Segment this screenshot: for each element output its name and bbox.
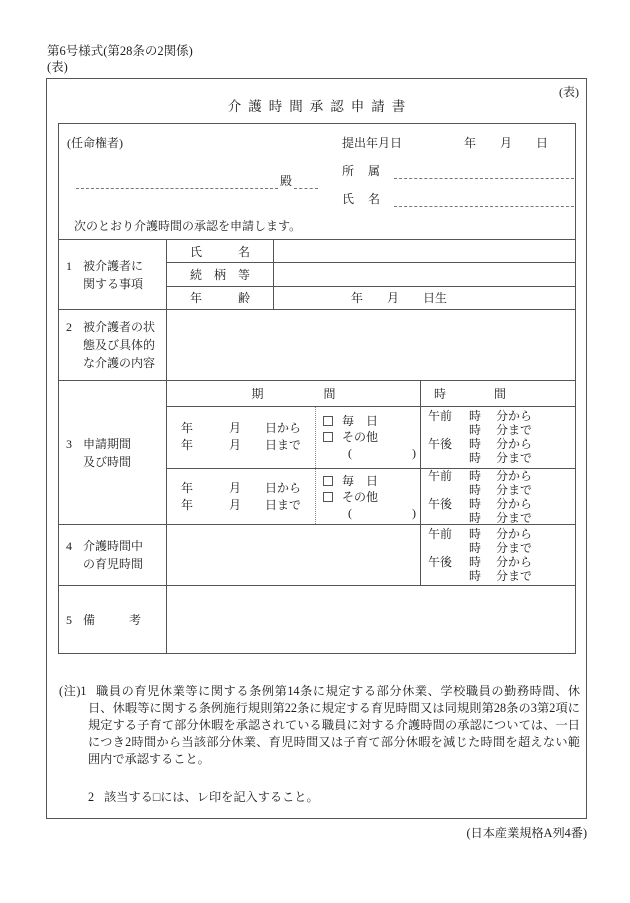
hour-unit: 時 xyxy=(469,437,482,452)
ampm-spacer xyxy=(428,483,469,497)
row1-number: 1 xyxy=(66,258,72,273)
pm-label: 午後 xyxy=(428,555,453,569)
ampm-spacer xyxy=(428,451,469,465)
ampm-spacer xyxy=(428,541,469,555)
minute-to-unit: 分まで xyxy=(496,510,533,525)
hour-unit: 時 xyxy=(469,482,482,497)
name-label: 氏名 xyxy=(342,192,380,206)
am-label: 午前 xyxy=(428,527,453,541)
paper-size-note: (日本産業規格A列4番) xyxy=(466,826,587,840)
pm-label: 午後 xyxy=(428,437,453,452)
minute-from-unit: 分から xyxy=(496,555,533,569)
period2-frequency-cell xyxy=(315,469,420,524)
hour-unit: 時 xyxy=(469,423,482,438)
row4-label-line1: 介護時間中 xyxy=(83,539,144,553)
notes-section xyxy=(59,683,580,806)
period-header-cell xyxy=(167,381,420,406)
addressee-suffix-label: 殿 xyxy=(280,174,293,188)
minute-from-unit: 分から xyxy=(496,409,533,424)
period-block-2 xyxy=(167,468,575,524)
period2-everyday-label: 毎 日 xyxy=(342,473,379,488)
period-time-header xyxy=(167,381,575,406)
addressee-fill-line[interactable] xyxy=(76,174,278,189)
time-line xyxy=(421,437,575,451)
age-label-cell xyxy=(167,287,274,309)
period1-other-option xyxy=(323,429,420,445)
row2-label-line3: な介護の内容 xyxy=(83,356,156,370)
period2-other-label: その他 xyxy=(342,489,379,504)
row2-label xyxy=(83,318,155,372)
am-label: 午前 xyxy=(428,409,453,424)
ampm-spacer xyxy=(428,569,469,583)
row5-label xyxy=(83,611,141,629)
time-line xyxy=(421,409,575,423)
form-outer-box xyxy=(46,78,587,819)
submitter-block xyxy=(342,136,574,207)
ampm-spacer xyxy=(428,511,469,525)
period1-time-field[interactable] xyxy=(420,407,575,468)
row5-number: 5 xyxy=(66,612,72,627)
period-block-1 xyxy=(167,406,575,468)
row2-number: 2 xyxy=(66,320,72,334)
row1-label-line2: 関する事項 xyxy=(83,276,144,291)
period1-date-from: 年 月 日から xyxy=(180,421,301,436)
hour-unit: 時 xyxy=(469,451,482,466)
relationship-label: 続柄等 xyxy=(190,267,250,282)
note-1 xyxy=(59,683,580,768)
period1-other-checkbox[interactable] xyxy=(323,432,333,442)
row5-label-cell xyxy=(59,586,167,653)
minute-to-unit: 分まで xyxy=(496,482,533,497)
period1-everyday-option xyxy=(323,413,420,429)
cared-name-label-cell xyxy=(167,240,274,262)
hour-unit: 時 xyxy=(469,541,482,555)
minute-to-unit: 分まで xyxy=(496,451,533,466)
period2-other-option xyxy=(323,489,420,505)
time-line xyxy=(421,483,575,497)
minute-to-unit: 分まで xyxy=(496,423,533,438)
period1-everyday-checkbox[interactable] xyxy=(323,416,333,426)
time-line xyxy=(421,451,575,465)
affiliation-row xyxy=(342,164,574,179)
row2-label-line1: 被介護者の状 xyxy=(83,320,156,334)
hour-unit: 時 xyxy=(469,555,482,569)
relationship-row xyxy=(167,262,575,285)
row4-label xyxy=(83,537,143,573)
period1-date-to: 年 月 日まで xyxy=(180,438,301,453)
cared-name-label: 氏名 xyxy=(190,244,250,259)
period2-time-field[interactable] xyxy=(420,469,575,524)
cared-name-row xyxy=(167,240,575,262)
affiliation-fill-line[interactable] xyxy=(394,166,574,179)
form-title: 介護時間承認申請書 xyxy=(227,99,413,114)
time-line xyxy=(421,423,575,437)
time-line xyxy=(421,497,575,511)
age-label: 年齢 xyxy=(190,291,250,306)
note-2-text: 該当する□には、レ印を記入すること。 xyxy=(104,790,319,804)
remarks-field[interactable] xyxy=(167,586,575,653)
period1-date-field[interactable] xyxy=(167,407,315,468)
hour-unit: 時 xyxy=(469,468,482,483)
cared-name-field[interactable] xyxy=(274,240,575,262)
hour-unit: 時 xyxy=(469,409,482,424)
period1-frequency-cell xyxy=(315,407,420,468)
hour-unit: 時 xyxy=(469,569,482,583)
form-number: 第6号様式(第28条の2関係) xyxy=(47,44,193,58)
care-condition-field[interactable] xyxy=(167,310,575,380)
hour-unit: 時 xyxy=(469,496,482,511)
name-fill-line[interactable] xyxy=(394,194,574,207)
row3-label xyxy=(83,435,131,471)
pm-label: 午後 xyxy=(428,496,453,511)
note-2 xyxy=(59,789,580,806)
period2-everyday-option xyxy=(323,473,420,489)
period-time-grid xyxy=(167,381,575,524)
childcare-middle-field[interactable] xyxy=(167,525,420,585)
row1-label xyxy=(83,257,143,293)
time-line xyxy=(421,541,575,555)
hour-unit: 時 xyxy=(469,527,482,541)
row1-label-line1: 被介護者に xyxy=(83,258,144,273)
period-header-label: 期間 xyxy=(251,386,336,401)
application-table xyxy=(58,123,576,654)
age-row xyxy=(167,286,575,309)
submission-date-label: 提出年月日 xyxy=(342,136,403,150)
row2-label-cell xyxy=(59,310,167,380)
minute-to-unit: 分まで xyxy=(496,541,533,555)
row2-label-line2: 態及び具体的 xyxy=(83,338,156,352)
submission-date-row xyxy=(342,136,574,151)
relationship-field[interactable] xyxy=(274,263,575,285)
period2-date-field[interactable] xyxy=(167,469,315,524)
row1-subrows xyxy=(167,240,575,309)
period2-other-detail-field[interactable]: ( ) xyxy=(348,505,416,520)
time-line xyxy=(421,511,575,525)
affiliation-label: 所属 xyxy=(342,164,380,178)
period2-everyday-checkbox[interactable] xyxy=(323,476,333,486)
submission-date-units[interactable]: 年 月 日 xyxy=(464,136,549,150)
note-1-label: (注)1 xyxy=(59,684,87,698)
row-cared-person xyxy=(59,239,575,309)
minute-from-unit: 分から xyxy=(496,496,533,511)
am-label: 午前 xyxy=(428,468,453,483)
row1-label-cell xyxy=(59,240,167,309)
time-line xyxy=(421,469,575,483)
birthdate-field[interactable]: 年 月 日生 xyxy=(351,291,448,306)
time-line xyxy=(421,569,575,583)
declaration-text: 次のとおり介護時間の承認を申請します。 xyxy=(74,219,302,233)
childcare-time-field[interactable] xyxy=(420,525,575,585)
period1-everyday-label: 毎 日 xyxy=(342,414,379,429)
row-care-condition xyxy=(59,309,575,380)
note-1-text: 職員の育児休業等に関する条例第14条に規定する部分休業、学校職員の勤務時間、休日、休暇等に関する条例施行規則第22条に規定する育児時間又は同規則第28条の3第2項に規定する子育て部分休暇を承認されている職員に対する介護時間の承認については、一日につき2時間から当該部分休業、育児時間又は子育て部分休暇を減じた時間を超えない範囲内で承認すること。 xyxy=(88,684,581,766)
remarks-label: 備考 xyxy=(83,612,141,627)
appointer-label: (任命権者) xyxy=(67,136,123,150)
period1-other-label: その他 xyxy=(342,430,379,445)
row-application-period xyxy=(59,380,575,524)
period2-date-from: 年 月 日から xyxy=(180,480,301,495)
addressee-fill-line-tail xyxy=(294,174,318,189)
row-remarks xyxy=(59,585,575,653)
minute-from-unit: 分から xyxy=(496,468,533,483)
row3-label-line2: 及び時間 xyxy=(83,454,132,469)
relationship-label-cell xyxy=(167,263,274,285)
period2-other-checkbox[interactable] xyxy=(323,492,333,502)
note-2-number: 2 xyxy=(88,790,95,804)
row3-label-line1: 申請期間 xyxy=(83,436,132,451)
front-side-corner-label: (表) xyxy=(559,85,579,99)
addressee-header-cell xyxy=(59,124,575,239)
row-childcare-time xyxy=(59,524,575,585)
minute-from-unit: 分から xyxy=(496,527,533,541)
row4-label-cell xyxy=(59,525,167,585)
row4-number: 4 xyxy=(66,539,72,553)
row4-label-line2: の育児時間 xyxy=(83,557,144,571)
period1-other-detail-field[interactable]: ( ) xyxy=(348,446,416,461)
time-line xyxy=(421,555,575,569)
row3-number: 3 xyxy=(66,436,72,451)
time-line xyxy=(421,527,575,541)
addressee-line xyxy=(76,172,318,189)
hour-unit: 時 xyxy=(469,510,482,525)
time-header-label: 時間 xyxy=(434,386,506,401)
period2-date-to: 年 月 日まで xyxy=(180,497,301,512)
time-header-cell xyxy=(420,381,575,406)
row3-label-cell xyxy=(59,381,167,524)
minute-from-unit: 分から xyxy=(496,437,533,452)
name-row xyxy=(342,192,574,207)
front-side-label: (表) xyxy=(47,60,68,74)
ampm-spacer xyxy=(428,423,469,437)
minute-to-unit: 分まで xyxy=(496,569,533,583)
